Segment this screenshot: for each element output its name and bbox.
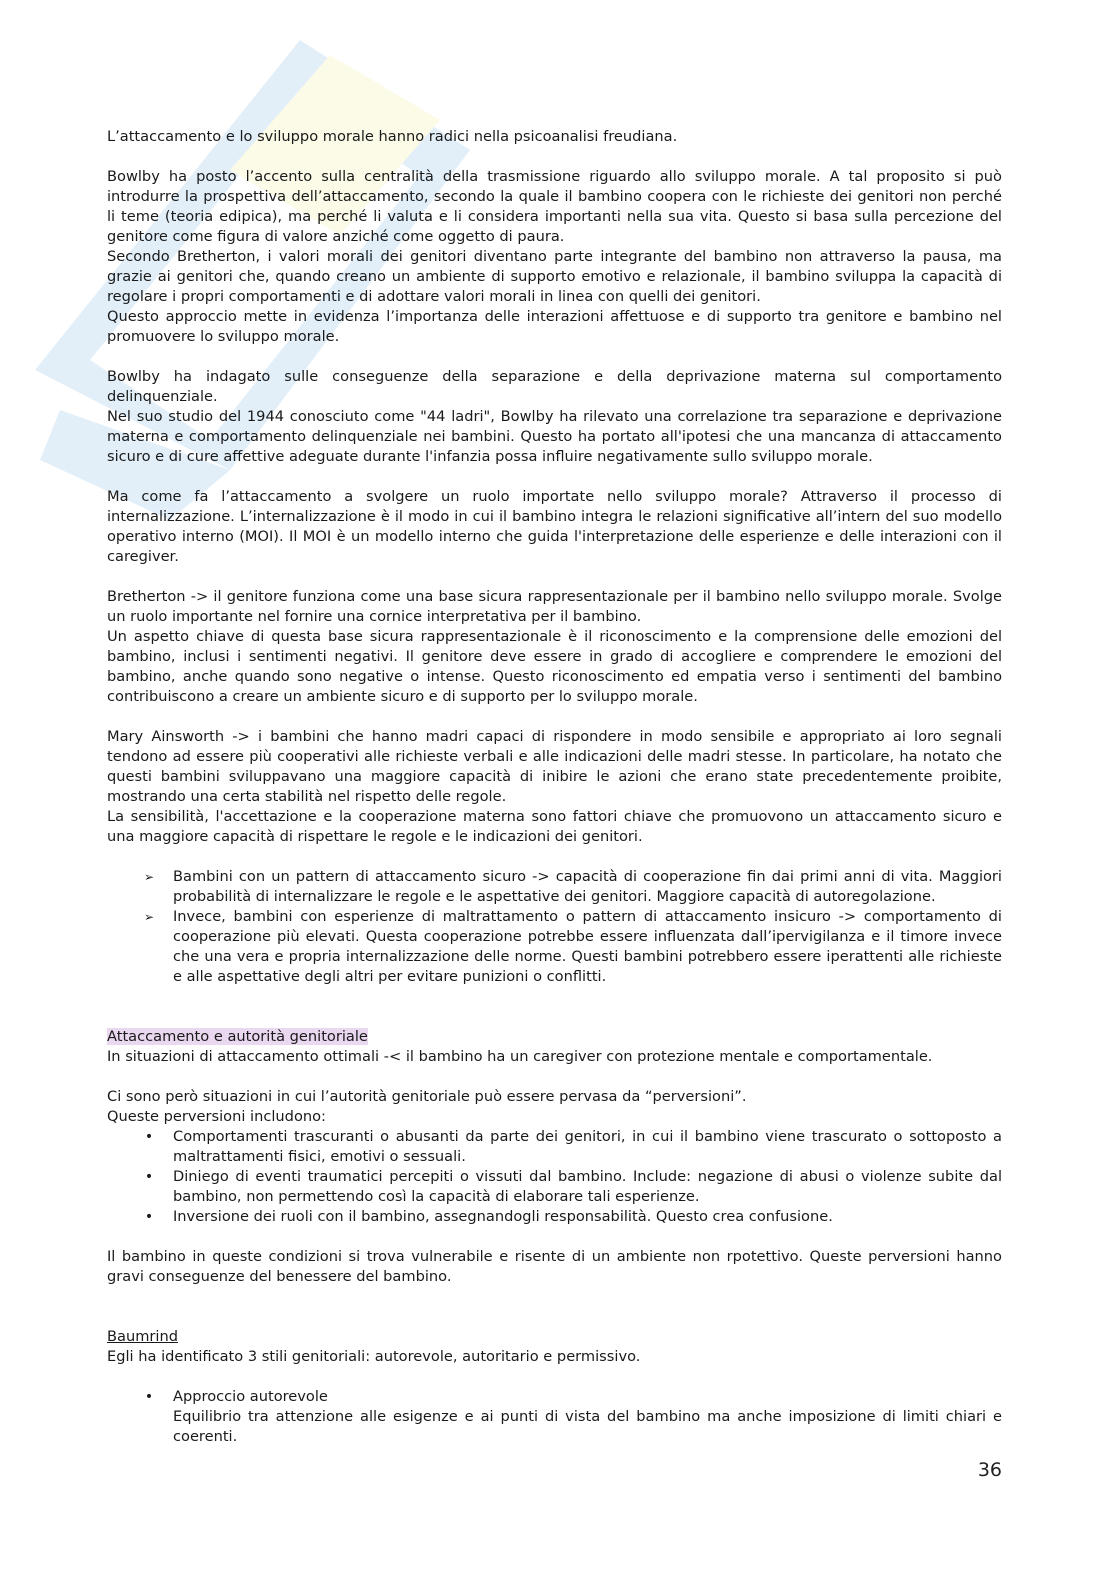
bullet-icon: • [144, 1209, 154, 1225]
style-description: Equilibrio tra attenzione alle esigenze e ai punti di vista del bambino ma anche imposizione di limiti chiari e coerenti. [173, 1408, 1002, 1445]
list-item: ➢ Invece, bambini con esperienze di maltrattamento o pattern di attaccamento insicuro -> comportamento di cooperazione più elevati. Questa cooperazione potrebbe essere influenzata dall’ipervigilanza e il timore invece che una vera e propria internalizzazione delle norme. Questi bambini potrebbero essere iperattenti alle richieste e alle aspettative degli altri per evitare punizioni o conflitti. [107, 907, 1002, 987]
list-item [107, 1387, 1002, 1447]
list-item: • Comportamenti trascuranti o abusanti da parte dei genitori, in cui il bambino viene trascurato o sottoposto a maltrattamenti fisici, emotivi o sessuali. [107, 1127, 1002, 1167]
list-item: • Inversione dei ruoli con il bambino, assegnandogli responsabilità. Questo crea confusione. [107, 1207, 1002, 1227]
page-content [107, 127, 1002, 1447]
paragraph-stili-genitoriali: Egli ha identificato 3 stili genitoriali: autorevole, autoritario e permissivo. [107, 1348, 641, 1365]
paragraph-vulnerabile: Il bambino in queste condizioni si trova vulnerabile e risente di un ambiente non rpotettivo. Queste perversioni hanno gravi conseguenze del benessere del bambino. [107, 1248, 1002, 1285]
style-title: Approccio autorevole [173, 1388, 328, 1405]
styles-list [107, 1387, 1002, 1447]
bullet-list [107, 1127, 1002, 1227]
arrow-list [107, 867, 1002, 987]
bullet-icon: • [144, 1169, 154, 1185]
paragraph-perversioni: Ci sono però situazioni in cui l’autorità genitoriale può essere pervasa da “perversioni”. [107, 1088, 747, 1105]
page-number: 36 [977, 1459, 1002, 1481]
paragraph-ainsworth: Mary Ainsworth -> i bambini che hanno madri capaci di rispondere in modo sensibile e appropriato ai loro segnali tendono ad essere più cooperativi alle richieste verbali e alle indicazioni delle madri stesse. In particolare, ha notato che questi bambini sviluppavano una maggiore capacità di inibire le azioni che erano state precedentemente proibite, mostrando una certa stabilità nel rispetto delle regole. [107, 728, 1002, 805]
paragraph-bowlby-deprivazione: Bowlby ha indagato sulle conseguenze della separazione e della deprivazione materna sul comportamento delinquenziale. [107, 368, 1002, 405]
paragraph-perversioni-includono: Queste perversioni includono: [107, 1108, 326, 1125]
paragraph-bretherton-valori: Secondo Bretherton, i valori morali dei genitori diventano parte integrante del bambino non attraverso la pausa, ma grazie ai genitori che, quando creano un ambiente di supporto emotivo e relazionale, il bambino sviluppa la capacità di regolare i propri comportamenti e di adottare valori morali in linea con quelli dei genitori. [107, 248, 1002, 305]
paragraph-bretherton-base-sicura: Bretherton -> il genitore funziona come una base sicura rappresentazionale per il bambino nello sviluppo morale. Svolge un ruolo importante nel fornire una cornice interpretativa per il bambino. [107, 588, 1002, 625]
section-heading-baumrind: Baumrind [107, 1328, 178, 1345]
list-item: • Diniego di eventi traumatici percepiti o vissuti dal bambino. Include: negazione di abusi o violenze subite dal bambino, non permettendo così la capacità di elaborare tali esperienze. [107, 1167, 1002, 1207]
arrow-bullet-icon: ➢ [143, 870, 155, 884]
bullet-icon: • [144, 1389, 154, 1405]
list-item: ➢ Bambini con un pattern di attaccamento sicuro -> capacità di cooperazione fin dai primi anni di vita. Maggiori probabilità di internalizzare le regole e le aspettative dei genitori. Maggiore capacità di autoregolazione. [107, 867, 1002, 907]
paragraph-internalizzazione: Ma come fa l’attaccamento a svolgere un ruolo importate nello sviluppo morale? Attraverso il processo di internalizzazione. L’internalizzazione è il modo in cui il bambino integra le relazioni significative all’intern del suo modello operativo interno (MOI). Il MOI è un modello interno che guida l'interpretazione delle esperienze e delle interazioni con il caregiver. [107, 488, 1002, 565]
arrow-bullet-icon: ➢ [143, 910, 155, 924]
paragraph-riconoscimento-emozioni: Un aspetto chiave di questa base sicura rappresentazionale è il riconoscimento e la comprensione delle emozioni del bambino, inclusi i sentimenti negativi. Il genitore deve essere in grado di accogliere e comprendere le emozioni del bambino, anche quando sono negative o intense. Questo riconoscimento ed empatia verso i sentimenti del bambino contribuiscono a creare un ambiente sicuro e di supporto per lo sviluppo morale. [107, 628, 1002, 705]
paragraph-approccio: Questo approccio mette in evidenza l’importanza delle interazioni affettuose e di supporto tra genitore e bambino nel promuovere lo sviluppo morale. [107, 308, 1002, 345]
paragraph-intro: L’attaccamento e lo sviluppo morale hanno radici nella psicoanalisi freudiana. [107, 128, 678, 145]
paragraph-sensibilita: La sensibilità, l'accettazione e la cooperazione materna sono fattori chiave che promuovono un attaccamento sicuro e una maggiore capacità di rispettare le regole e le indicazioni dei genitori. [107, 808, 1002, 845]
paragraph-44-ladri: Nel suo studio del 1944 conosciuto come "44 ladri", Bowlby ha rilevato una correlazione tra separazione e deprivazione materna e comportamento delinquenziale nei bambini. Questo ha portato all'ipotesi che una mancanza di attaccamento sicuro e di cure affettive adeguate durante l'infanzia possa influire negativamente sullo sviluppo morale. [107, 408, 1002, 465]
paragraph-bowlby-trasmissione: Bowlby ha posto l’accento sulla centralità della trasmissione riguardo allo sviluppo morale. A tal proposito si può introdurre la prospettiva dell’attaccamento, secondo la quale il bambino coopera con le richieste dei genitori non perché li teme (teoria edipica), ma perché li valuta e li considera importanti nella sua vita. Questo si basa sulla percezione del genitore come figura di valore anziché come oggetto di paura. [107, 168, 1002, 245]
paragraph-attaccamento-ottimale: In situazioni di attaccamento ottimali -< il bambino ha un caregiver con protezione mentale e comportamentale. [107, 1048, 933, 1065]
bullet-icon: • [144, 1129, 154, 1145]
section-heading-autorita: Attaccamento e autorità genitoriale [107, 1028, 368, 1045]
